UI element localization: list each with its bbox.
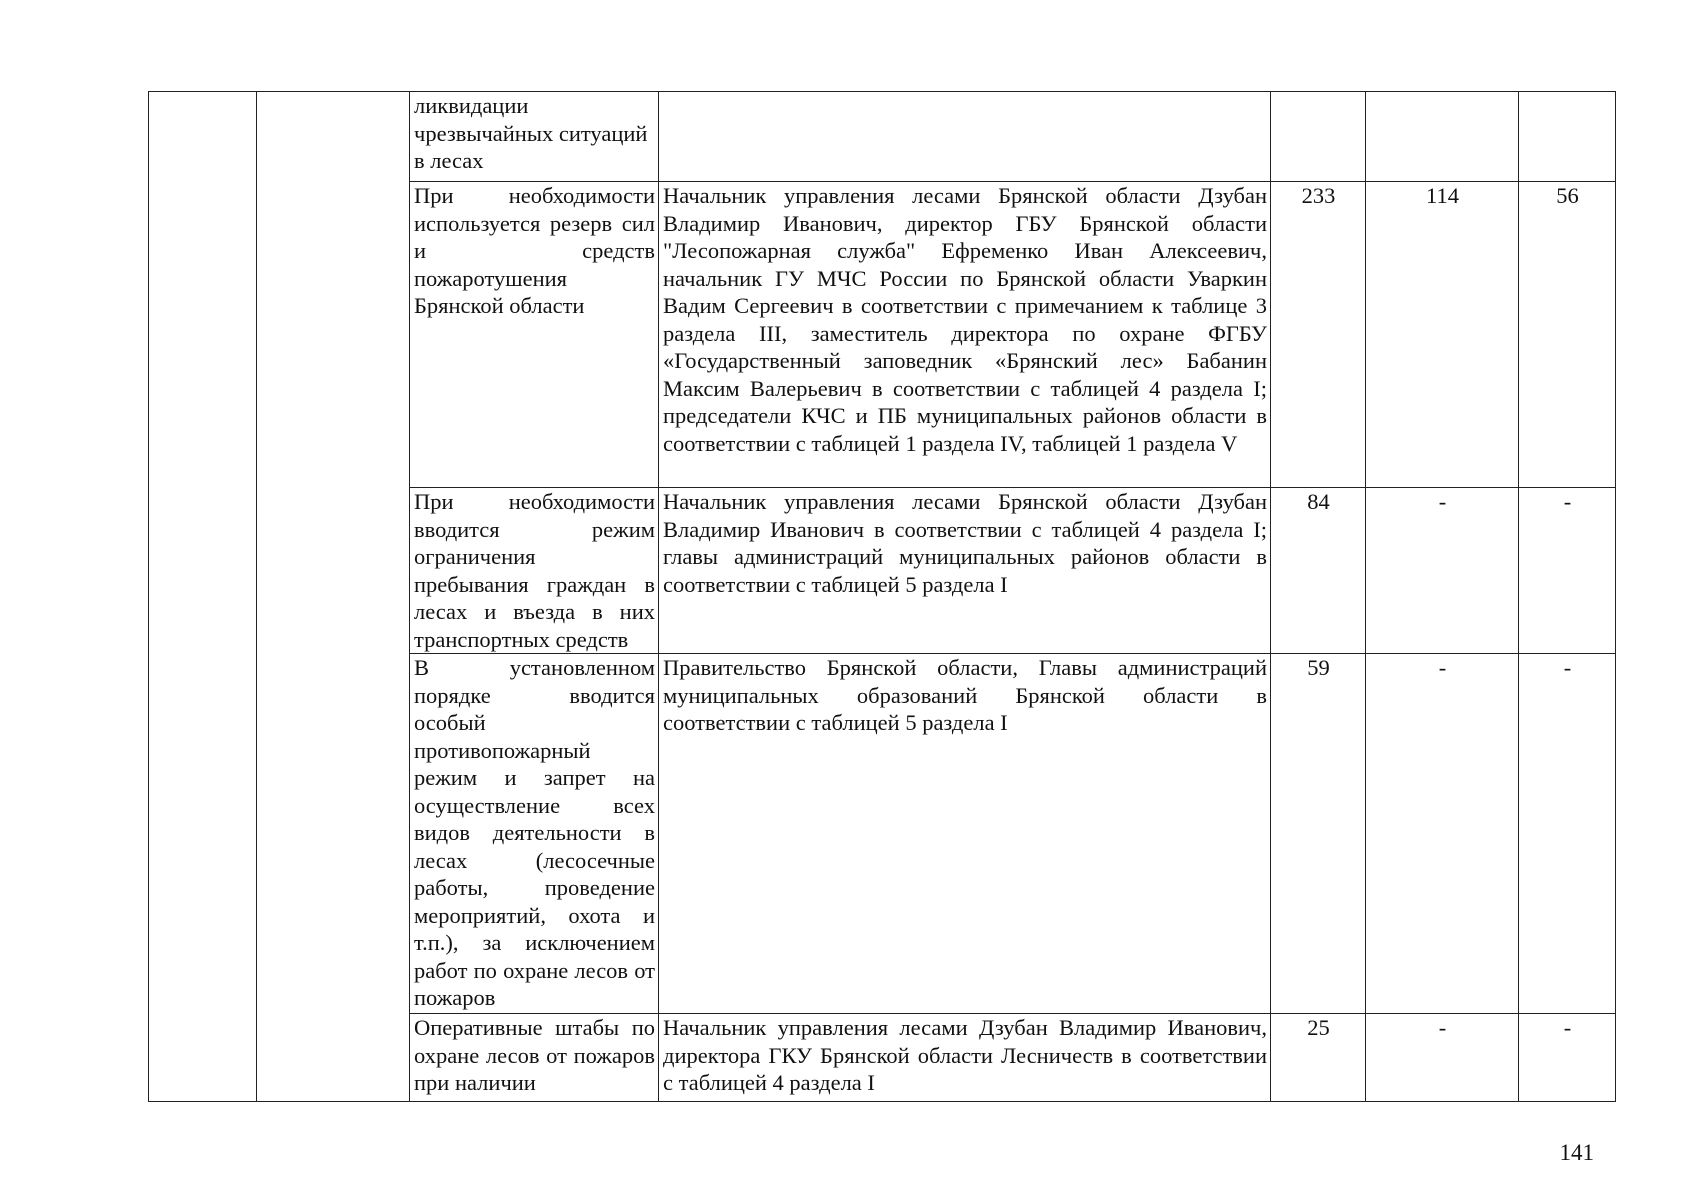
value-cell	[1519, 488, 1616, 654]
empty-cell	[257, 92, 410, 1102]
value-cell	[1271, 182, 1366, 488]
responsible-cell	[659, 92, 1271, 182]
fire-response-table	[148, 91, 1616, 1102]
value-cell	[1519, 654, 1616, 1014]
value-text: -	[1438, 489, 1447, 514]
value-text: -	[1438, 655, 1447, 680]
value-cell	[1519, 1014, 1616, 1102]
value-text: 233	[1301, 183, 1336, 208]
value-text: 114	[1426, 183, 1459, 208]
condition-cell: ликвидации чрезвычайных ситуаций в лесах	[410, 92, 659, 182]
value-cell	[1271, 1014, 1366, 1102]
value-text: -	[1563, 655, 1572, 680]
responsible-cell: Начальник управления лесами Дзубан Владимир Иванович, директора ГКУ Брянской области Лесничеств в соответствии с таблицей 4 раздела I	[659, 1014, 1271, 1102]
value-text: 84	[1307, 489, 1330, 514]
value-cell	[1366, 92, 1519, 182]
page-number: 141	[1559, 1140, 1594, 1165]
responsible-cell: Начальник управления лесами Брянской области Дзубан Владимир Иванович, директор ГБУ Брянской области "Лесопожарная служба" Ефременко Иван Алексеевич, начальник ГУ МЧС России по Брянской области Уваркин Вадим Сергеевич в соответствии с примечанием к таблице 3 раздела III, заместитель директора по охране ФГБУ «Государственный заповедник «Брянский лес» Бабанин Максим Валерьевич в соответствии с таблицей 4 раздела I; председатели КЧС и ПБ муниципальных районов области в соответствии с таблицей 1 раздела IV, таблицей 1 раздела V	[659, 182, 1271, 488]
value-cell	[1271, 654, 1366, 1014]
value-cell	[1519, 92, 1616, 182]
value-text: 59	[1307, 655, 1330, 680]
condition-cell: Оперативные штабы по охране лесов от пожаров при наличии	[410, 1014, 659, 1102]
value-cell	[1271, 488, 1366, 654]
value-cell	[1366, 1014, 1519, 1102]
value-text: -	[1438, 1015, 1447, 1040]
value-cell	[1519, 182, 1616, 488]
value-cell	[1366, 182, 1519, 488]
value-cell	[1366, 488, 1519, 654]
value-text: 56	[1556, 183, 1579, 208]
value-text: -	[1563, 1015, 1572, 1040]
value-text: -	[1563, 489, 1572, 514]
condition-cell: В установленном порядке вводится особый противопожарный режим и запрет на осуществление всех видов деятельности в лесах (лесосечные работы, проведение мероприятий, охота и т.п.), за исключением работ по охране лесов от пожаров	[410, 654, 659, 1014]
value-cell	[1366, 654, 1519, 1014]
table-row	[149, 92, 1616, 182]
responsible-cell: Начальник управления лесами Брянской области Дзубан Владимир Иванович в соответствии с таблицей 4 раздела I; главы администраций муниципальных районов области в соответствии с таблицей 5 раздела I	[659, 488, 1271, 654]
condition-cell: При необходимости используется резерв сил и средств пожаротушения Брянской области	[410, 182, 659, 488]
responsible-cell: Правительство Брянской области, Главы администраций муниципальных образований Брянской области в соответствии с таблицей 5 раздела I	[659, 654, 1271, 1014]
value-cell	[1271, 92, 1366, 182]
empty-cell	[149, 92, 257, 1102]
value-text: 25	[1307, 1015, 1330, 1040]
condition-cell: При необходимости вводится режим ограничения пребывания граждан в лесах и въезда в них транспортных средств	[410, 488, 659, 654]
